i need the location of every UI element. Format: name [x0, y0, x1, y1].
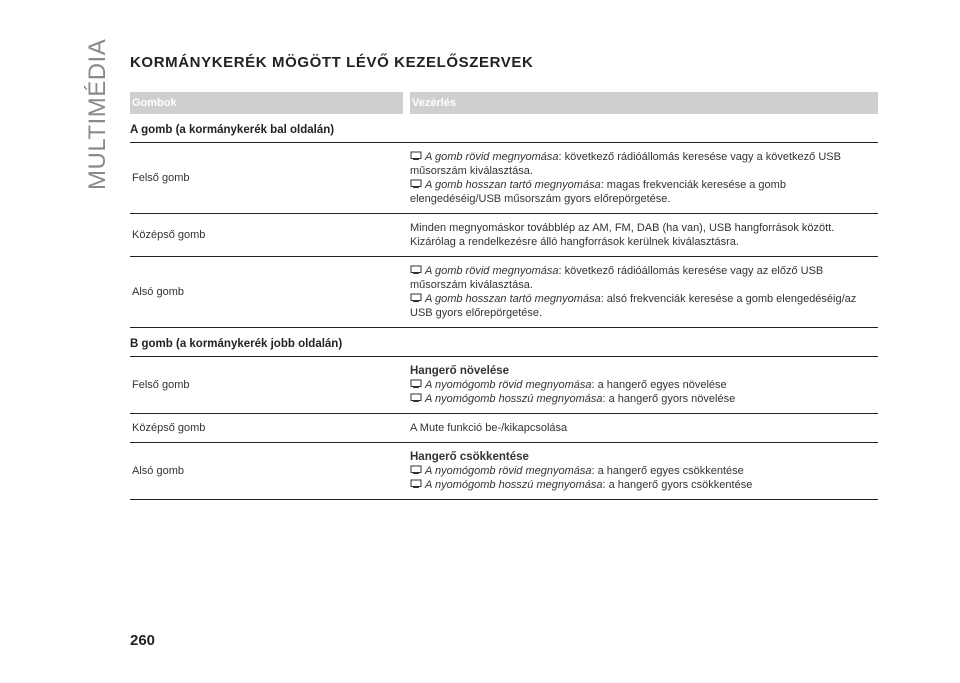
- list-item: A gomb hosszan tartó megnyomása: magas frekvenciák keresése a gomb elengedéséig/USB műsorszám gyors előrepörgetése.: [410, 179, 786, 205]
- button-name: Alsó gomb: [132, 286, 184, 298]
- controls-table: [130, 92, 878, 500]
- table-row: [130, 257, 878, 328]
- button-name: Középső gomb: [132, 229, 206, 241]
- list-item: A nyomógomb rövid megnyomása: a hangerő egyes csökkentése: [410, 464, 878, 478]
- section-a-title: A gomb (a kormánykerék bal oldalán): [130, 114, 878, 143]
- list-item: A nyomógomb hosszú megnyomása: a hangerő gyors csökkentése: [410, 478, 878, 492]
- bullet-icon: [410, 379, 422, 389]
- list-item: A nyomógomb hosszú megnyomása: a hangerő gyors növelése: [410, 392, 878, 406]
- list-item: A gomb hosszan tartó megnyomása: alsó frekvenciák keresése a gomb elengedéséig/az USB gyors előrepörgetése.: [410, 293, 857, 319]
- bullet-icon: [410, 479, 422, 489]
- bullet-icon: [410, 293, 422, 303]
- table-row: [130, 414, 878, 443]
- control-subhead: Hangerő növelése: [410, 365, 510, 377]
- list-item: A gomb rövid megnyomása: következő rádióállomás keresése vagy az előző USB műsorszám kiválasztása.: [410, 265, 824, 291]
- page-title: KORMÁNYKERÉK MÖGÖTT LÉVŐ KEZELŐSZERVEK: [130, 54, 534, 71]
- button-name: Középső gomb: [132, 422, 206, 434]
- table-row: [130, 214, 878, 257]
- bullet-icon: [410, 179, 422, 189]
- button-name: Felső gomb: [132, 379, 190, 391]
- bullet-icon: [410, 465, 422, 475]
- button-name: Alsó gomb: [132, 465, 184, 477]
- side-section-label: [84, 38, 114, 190]
- table-row: [130, 143, 878, 214]
- button-name: Felső gomb: [132, 172, 190, 184]
- control-description: [410, 143, 878, 213]
- table-row: [130, 443, 878, 500]
- list-item: A gomb rövid megnyomása: következő rádióállomás keresése vagy a következő USB műsorszám kiválasztása.: [410, 151, 841, 177]
- control-description: A Mute funkció be-/kikapcsolása: [410, 422, 568, 434]
- side-section-text: MULTIMÉDIA: [84, 38, 111, 190]
- control-description: [410, 357, 878, 413]
- table-header: [130, 92, 878, 114]
- bullet-icon: [410, 265, 422, 275]
- bullet-icon: [410, 151, 422, 161]
- control-description: [410, 443, 878, 499]
- section-b-title: B gomb (a kormánykerék jobb oldalán): [130, 328, 878, 357]
- control-subhead: Hangerő csökkentése: [410, 451, 529, 463]
- list-item: A nyomógomb rövid megnyomása: a hangerő egyes növelése: [410, 378, 878, 392]
- page-number: 260: [130, 632, 156, 649]
- bullet-icon: [410, 393, 422, 403]
- control-description: Minden megnyomáskor továbblép az AM, FM, DAB (ha van), USB hangforrások között. Kizárólag a rendelkezésre álló hangforrások kerülnek kiválasztásra.: [410, 222, 835, 248]
- header-buttons: Gombok: [130, 92, 403, 114]
- header-control: Vezérlés: [410, 92, 878, 114]
- control-description: [410, 257, 878, 327]
- table-row: [130, 357, 878, 414]
